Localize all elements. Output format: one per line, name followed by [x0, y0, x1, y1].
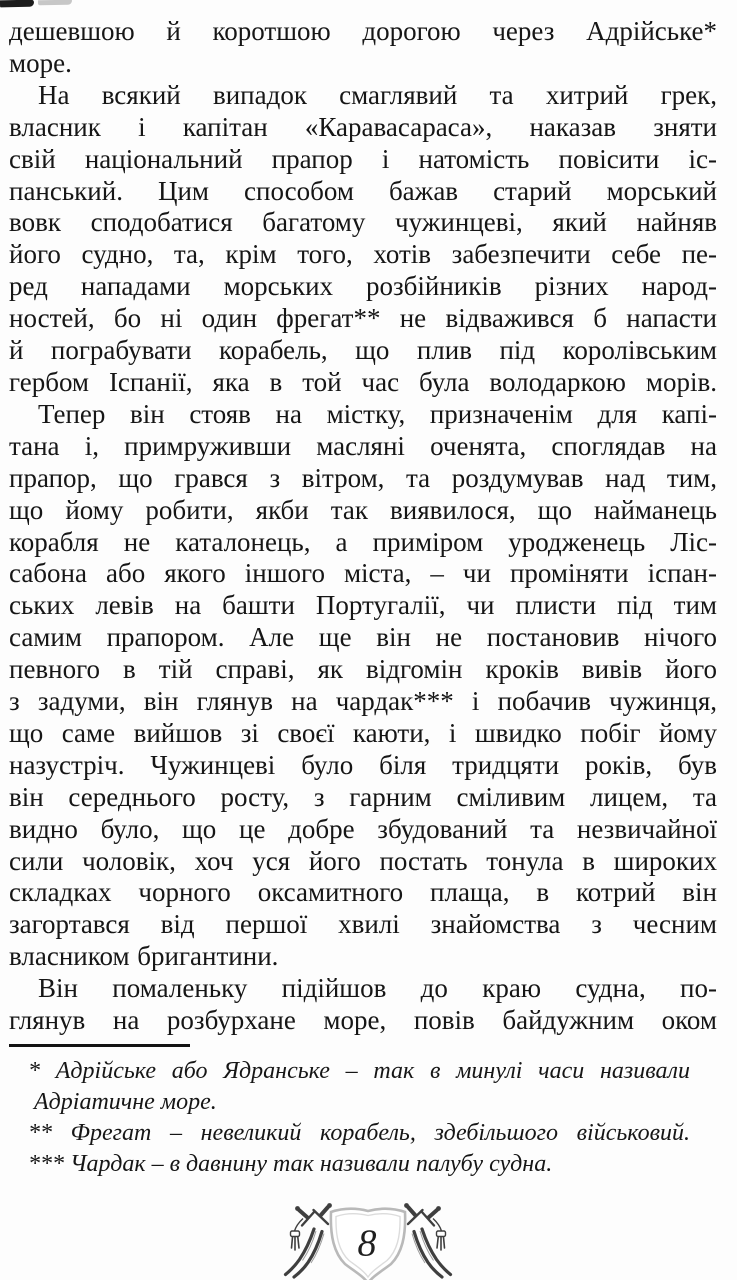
footnote-line: Адріатичне море.	[34, 1089, 217, 1115]
text-line: з задуми, він глянув на чардак*** і побачив чужинця,	[9, 686, 717, 717]
text-line: його судно, та, крім того, хотів забезпечити себе пе-	[9, 239, 717, 270]
text-line: він середнього росту, з гарним сміливим лицем, та	[9, 781, 717, 812]
text-line: Він помаленьку підійшов до краю судна, по-	[38, 973, 717, 1004]
text-line: прапор, що грався з вітром, та роздумував над тим,	[9, 462, 717, 493]
text-line: свій національний прапор і натомість повісити іс-	[9, 143, 717, 174]
text-line: вовк сподобатися багатому чужинцеві, який найняв	[9, 207, 717, 238]
footnote-line: *** Чардак – в давнину так називали палубу судна.	[28, 1151, 553, 1177]
text-line: тана і, примруживши масляні оченята, споглядав на	[9, 430, 717, 461]
text-line: сабона або якого іншого міста, – чи проміняти іспан-	[9, 558, 717, 589]
text-line: сили чоловік, хоч уся його постать тонула в широких	[9, 845, 717, 876]
text-line: море.	[9, 47, 72, 78]
text-line: корабля не каталонець, а приміром уродженець Ліс-	[9, 526, 717, 557]
footnotes	[28, 1056, 690, 1180]
text-line: ред нападами морських розбійників різних народ-	[9, 271, 717, 302]
scan-smudge	[38, 0, 72, 5]
text-line: Тепер він стояв на містку, призначенім для капі-	[38, 398, 717, 429]
text-line: що саме вийшов зі своєї каюти, і швидко побіг йому	[9, 717, 717, 748]
text-line: гербом Іспанії, яка в той час була володаркою морів.	[9, 366, 717, 397]
text-line: На всякий випадок смаглявий та хитрий грек,	[38, 79, 717, 110]
text-line: що йому робити, якби так виявилося, що найманець	[9, 494, 717, 525]
text-line: й пограбувати корабель, що плив під королівським	[9, 335, 717, 366]
footnote-line: * Адрійське або Ядранське – так в минулі часи називали	[28, 1058, 690, 1084]
page-ornament	[283, 1200, 453, 1280]
text-line: певного в тій справі, як відгомін кроків вивів його	[9, 654, 717, 685]
body-text	[9, 16, 717, 1037]
text-line: ських левів на башти Португалії, чи плисти під тим	[9, 590, 717, 621]
text-line: власником бригантини.	[9, 941, 279, 972]
text-line: дешевшою й коротшою дорогою через Адрійське*	[9, 16, 717, 46]
text-line: панський. Цим способом бажав старий морський	[9, 175, 717, 206]
text-line: загортався від першої хвилі знайомства з чесним	[9, 909, 717, 940]
text-line: видно було, що це добре збудований та незвичайної	[9, 813, 717, 844]
footnote-divider	[9, 1044, 190, 1047]
crossed-sabers-left-icon	[286, 1203, 332, 1277]
text-line: ностей, бо ні один фрегат** не відважився б напасти	[9, 303, 717, 334]
scan-smudge	[0, 0, 34, 7]
text-line: глянув на розбурхане море, повів байдужним оком	[9, 1005, 717, 1036]
text-line: складках чорного оксамитного плаща, в котрий він	[9, 877, 717, 908]
text-line: самим прапором. Але ще він не постановив нічого	[9, 622, 717, 653]
text-line: власник і капітан «Каравасараса», наказав зняти	[9, 111, 717, 142]
footnote-line: ** Фрегат – невеликий корабель, здебільшого військовий.	[28, 1120, 690, 1146]
text-line: назустріч. Чужинцеві було біля тридцяти років, був	[9, 749, 717, 780]
crossed-sabers-right-icon	[404, 1203, 450, 1277]
page-number: 8	[357, 1222, 377, 1265]
